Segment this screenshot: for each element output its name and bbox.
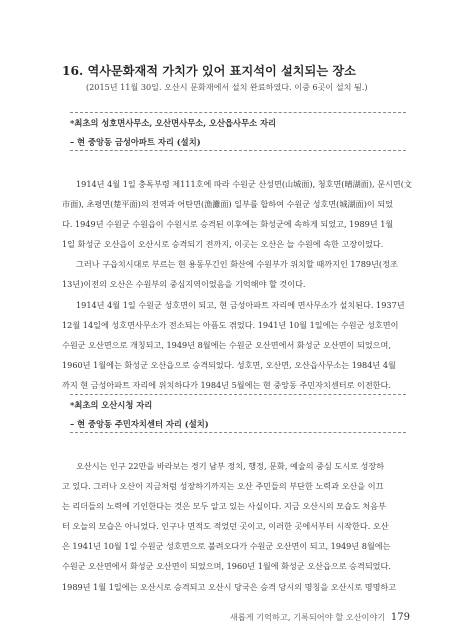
text-line: 다. 1949년 수원군 수원읍이 수원시로 승격된 이후에는 화성군에 속하게 되었고, 1989년 1월 xyxy=(62,219,394,230)
site-box-2 xyxy=(62,394,414,433)
section-heading: 16. 역사문화재적 가치가 있어 표지석이 설치되는 장소 xyxy=(62,64,356,78)
text-line: 12월 14일에 성호면사무소가 전소되는 아픔도 겪었다. 1941년 10월 1일에는 수원군 성호면이 xyxy=(62,319,399,330)
dashed-rule xyxy=(70,432,406,433)
running-title: 새롭게 기억하고, 기록되어야 할 오산이야기 xyxy=(229,612,386,622)
site-title: *최초의 오산시청 자리 xyxy=(70,400,153,410)
text-line: 그러나 구읍치시대로 부르는 현 용동무긴인 화산에 수원부가 위치할 때까지인 1789년(정조 xyxy=(76,259,398,270)
text-line: 고 있다. 그러나 오산이 지금처럼 성장하기까지는 오산 주민들의 부단한 노력과 오산을 이끄 xyxy=(62,481,384,492)
text-line: 1일 화성군 오산읍이 오산시로 승격되기 전까지, 이곳는 오산은 늘 수원에 속한 고장이었다. xyxy=(62,239,384,250)
section-note: (2015년 11월 30일. 오산시 문화재에서 설치 완료하였다. 이중 6곳이 설치 됨.) xyxy=(86,82,368,92)
site-location: – 현 중앙동 주민자치센터 자리 (설치) xyxy=(70,418,209,429)
text-line: 13년)이전의 오산은 수원부의 중심지역이었음을 기억해야 할 것이다. xyxy=(62,279,306,290)
site-location: – 현 중앙동 금성아파트 자리 (설치) xyxy=(70,136,201,147)
text-line: 1914년 4월 1일 충독부령 제111호에 따라 수원군 산성면(山城面), 청호면(晴湖面), 문시면(文 xyxy=(76,179,413,189)
text-line: 수원군 오산면에서 화성군 오산면이 되었으며, 1960년 1월에 화성군 오산읍으로 승격되었다. xyxy=(62,561,391,572)
page-number: 179 xyxy=(390,612,410,623)
page-footer xyxy=(230,612,410,623)
body-text-1 xyxy=(62,174,414,395)
text-line: 市面), 초평면(楚平面)의 전역과 어탄면(漁灘面) 일부를 합하여 수원군 성호면(城湖面)이 되었 xyxy=(62,199,394,210)
site-box-1 xyxy=(62,112,414,151)
text-line: 1960년 1월에는 화성군 오산읍으로 승격되었다. 성호면, 오산면, 오산읍사무소는 1984년 4월 xyxy=(62,359,396,370)
dashed-rule xyxy=(70,150,406,151)
text-line: 오산시는 인구 22만을 바라보는 경기 남부 정치, 행정, 문화, 예술의 중심 도시로 성장하 xyxy=(76,461,385,471)
text-line: 터 오늘의 모습은 아니었다. 인구나 면적도 적었던 곳이고, 이러한 곳에서부터 시작한다. 오산 xyxy=(62,521,389,532)
text-line: 까지 현 금성아파트 자리에 위치하다가 1984년 5월에는 현 중앙동 주민자치센터로 이전한다. xyxy=(62,379,391,390)
site-title: *최초의 성호면사무소, 오산면사무소, 오산읍사무소 자리 xyxy=(70,118,277,128)
text-line: 은 1941년 10월 1일 수원군 성호면으로 불려오다가 수원군 오산면이 되고, 1949년 8월에는 xyxy=(62,541,391,552)
body-text-2 xyxy=(62,456,414,597)
text-line: 1914년 4월 1일 수원군 성호면이 되고, 현 금성아파트 자리에 면사무소가 설치된다. 1937년 xyxy=(76,299,405,310)
text-line: 수원군 오산면으로 개칭되고, 1949년 8월에는 수원군 오산면에서 화성군 오산면이 되었으며, xyxy=(62,339,391,350)
text-line: 는 리더들의 노력에 기인한다는 것은 모두 알고 있는 사실이다. 지금 오산시의 모습도 처음부 xyxy=(62,501,386,512)
text-line: 1989년 1월 1일에는 오산시로 승격되고 오산시 당국은 승격 당시의 명칭을 오산시로 명명하고 xyxy=(62,581,397,592)
